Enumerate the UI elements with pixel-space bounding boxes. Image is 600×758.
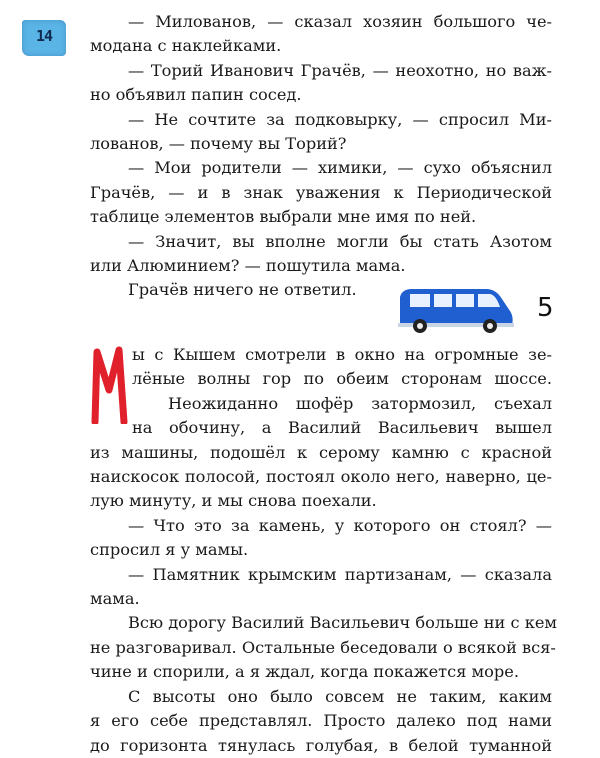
text-line: — Мои родители — химики, — сухо объяснил xyxy=(128,158,552,178)
text-line: спросил я у мамы. xyxy=(90,540,249,560)
chapter-text xyxy=(90,343,557,758)
text-line: — Памятник крымским партизанам, — сказала xyxy=(128,564,552,584)
text-line: чине и спорили, а я ждал, когда покажется море. xyxy=(90,662,519,682)
bus-window xyxy=(456,294,474,307)
text-line: из машины, подошёл к серому камню с красной xyxy=(90,442,552,462)
text-line: — Не сочтите за подковырку, — спросил Ми- xyxy=(128,109,552,129)
page-number-badge xyxy=(22,20,66,56)
text-line: модана с наклейками. xyxy=(90,36,282,56)
text-line: мама. xyxy=(90,589,140,609)
text-line: — Торий Иванович Грачёв, — неохотно, но важ- xyxy=(128,60,552,80)
text-line: наискосок полосой, постоял около него, наверно, це- xyxy=(90,467,552,487)
chapter-number: 5 xyxy=(537,293,554,323)
text-line: до горизонта тянулась голубая, в белой туманной xyxy=(90,735,552,755)
dialogue-block xyxy=(90,10,552,303)
bus-hubcap xyxy=(417,323,423,329)
page-number: 14 xyxy=(35,27,53,45)
bus-window xyxy=(434,294,452,307)
text-line: не разговаривал. Остальные беседовали о всякой вся- xyxy=(90,637,556,657)
text-line: — Что это за камень, у которого он стоял? — xyxy=(128,515,552,535)
text-line: лованов, — почему вы Торий? xyxy=(90,134,347,154)
text-line: Грачёв ничего не ответил. xyxy=(128,280,357,300)
text-line: Всю дорогу Василий Васильевич больше ни с кем xyxy=(128,613,557,633)
text-line: лёные волны гор по обеим сторонам шоссе. xyxy=(132,369,552,389)
blue-minibus-illustration xyxy=(394,283,518,335)
text-line: С высоты оно было совсем не таким, каким xyxy=(128,686,552,706)
text-line: но объявил папин сосед. xyxy=(90,85,302,105)
text-line: — Милованов, — сказал хозяин большого че- xyxy=(128,12,552,31)
bus-hubcap xyxy=(487,323,493,329)
text-line: или Алюминием? — пошутила мама. xyxy=(90,256,406,276)
text-line: Грачёв, — и в знак уважения к Периодической xyxy=(90,182,552,202)
text-line: ы с Кышем смотрели в окно на огромные зе- xyxy=(132,345,552,364)
text-line: лую минуту, и мы снова поехали. xyxy=(90,491,377,511)
text-line: Неожиданно шофёр затормозил, съехал xyxy=(168,393,552,413)
text-line: таблице элементов выбрали мне имя по ней. xyxy=(90,207,477,227)
text-line: на обочину, а Василий Васильевич вышел xyxy=(132,418,552,438)
text-line: — Значит, вы вполне могли бы стать Азотом xyxy=(128,231,552,251)
text-line: я его себе представлял. Просто далеко под нами xyxy=(90,711,552,731)
bus-window xyxy=(410,294,430,307)
